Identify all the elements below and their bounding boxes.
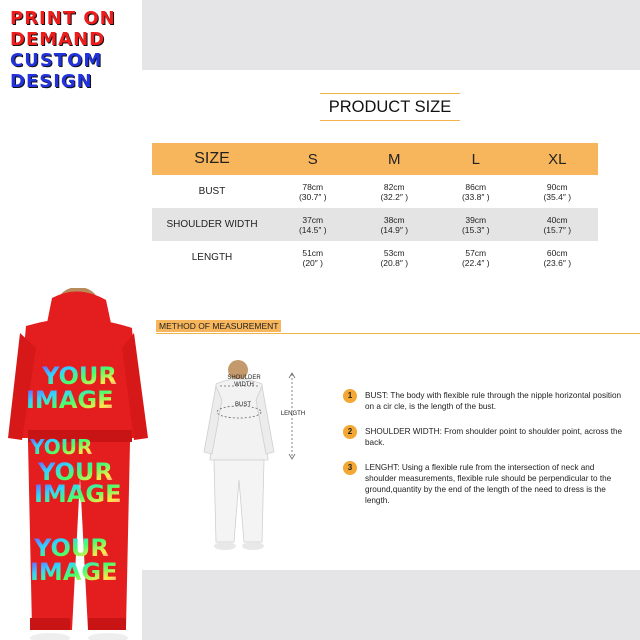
cell-in: (15.7″ ) xyxy=(543,224,572,235)
method-of-measurement-label: METHOD OF MEASUREMENT xyxy=(156,320,281,332)
diagram-label-shoulder-width: SHOULDER WIDTH xyxy=(227,375,261,388)
row-label-bust: BUST xyxy=(198,185,226,197)
number-badge-1: 1 xyxy=(343,389,357,403)
note-shoulder-width xyxy=(343,426,628,448)
hoodie-print-line-4: YOUR xyxy=(38,458,113,486)
product-size-title-text: PRODUCT SIZE xyxy=(328,97,452,116)
cell-cm: 51cm xyxy=(302,247,324,258)
cell-cm: 53cm xyxy=(383,247,405,258)
row-label-shoulder-width: SHOULDER WIDTH xyxy=(152,208,272,241)
cell-cm: 86cm xyxy=(465,181,487,192)
hoodie-print-line-6: YOUR xyxy=(34,534,109,562)
cell-bust-m xyxy=(354,175,436,208)
cell-shoulder-m xyxy=(354,208,436,241)
header-xl: XL xyxy=(517,143,599,175)
table-row-length xyxy=(152,241,598,274)
top-grey-band xyxy=(142,0,640,70)
cell-shoulder-s xyxy=(272,208,354,241)
cell-shoulder-l xyxy=(435,208,517,241)
cell-in: (35.4″ ) xyxy=(543,191,572,202)
header-l: L xyxy=(435,143,517,175)
cell-cm: 82cm xyxy=(383,181,405,192)
print-on-demand-banner xyxy=(10,8,145,92)
banner-line-3: CUSTOM xyxy=(10,50,103,71)
cell-bust-l xyxy=(435,175,517,208)
number-badge-3: 3 xyxy=(343,461,357,475)
number-badge-2: 2 xyxy=(343,425,357,439)
table-row-shoulder-width xyxy=(152,208,598,241)
cell-in: (20″ ) xyxy=(302,257,323,268)
cell-in: (30.7″ ) xyxy=(298,191,327,202)
method-divider xyxy=(156,333,640,334)
note-length xyxy=(343,462,628,506)
note-text: SHOULDER WIDTH: From shoulder point to shoulder point, across the back. xyxy=(365,427,623,447)
diagram-label-length: LENGTH xyxy=(280,411,306,417)
banner-line-2: DEMAND xyxy=(10,29,106,50)
cell-bust-xl xyxy=(517,175,599,208)
hoodie-print-line-7: IMAGE xyxy=(30,558,118,586)
cell-cm: 38cm xyxy=(383,214,405,225)
cell-in: (23.6″ ) xyxy=(543,257,572,268)
measurement-notes xyxy=(343,390,628,520)
cell-cm: 78cm xyxy=(302,181,324,192)
note-bust xyxy=(343,390,628,412)
header-m: M xyxy=(354,143,436,175)
cell-in: (15.3″ ) xyxy=(461,224,490,235)
note-text: BUST: The body with flexible rule through the nipple horizontal position on a cir cle, is the length of the bust. xyxy=(365,391,622,411)
hoodie-print-line-1: YOUR xyxy=(42,362,117,390)
banner-line-1: PRINT ON xyxy=(10,8,116,29)
table-row-bust xyxy=(152,175,598,208)
size-chart-table xyxy=(152,143,598,274)
cell-in: (14.9″ ) xyxy=(380,224,409,235)
banner-line-4: DESIGN xyxy=(10,71,93,92)
model-red-tracksuit-image xyxy=(8,288,150,640)
cell-shoulder-xl xyxy=(517,208,599,241)
cell-cm: 40cm xyxy=(546,214,568,225)
cell-cm: 60cm xyxy=(546,247,568,258)
cell-bust-s xyxy=(272,175,354,208)
cell-cm: 39cm xyxy=(465,214,487,225)
cell-length-m xyxy=(354,241,436,274)
cell-length-s xyxy=(272,241,354,274)
hoodie-print-line-2: IMAGE xyxy=(26,386,114,414)
note-text: LENGHT: Using a flexible rule from the intersection of neck and shoulder measurements, flexible rule should be perpendicular to the ground,quantity by the end of the length of the need to dress is the length. xyxy=(365,463,612,505)
cell-length-xl xyxy=(517,241,599,274)
measurement-diagram-image xyxy=(198,360,313,555)
cell-in: (22.4″ ) xyxy=(461,257,490,268)
cell-in: (14.5″ ) xyxy=(298,224,327,235)
hoodie-print-line-5: IMAGE xyxy=(34,480,122,508)
cell-in: (20.8″ ) xyxy=(380,257,409,268)
diagram-label-bust: BUST xyxy=(234,402,251,408)
cell-in: (32.2″ ) xyxy=(380,191,409,202)
cell-cm: 57cm xyxy=(465,247,487,258)
size-table-header-row xyxy=(152,143,598,175)
cell-cm: 90cm xyxy=(546,181,568,192)
cell-in: (33.8″ ) xyxy=(461,191,490,202)
header-s: S xyxy=(272,143,354,175)
cell-cm: 37cm xyxy=(302,214,324,225)
header-size: SIZE xyxy=(152,143,272,175)
product-size-title xyxy=(320,93,460,121)
cell-length-l xyxy=(435,241,517,274)
hoodie-print-line-3: YOUR xyxy=(30,435,93,459)
bottom-grey-band xyxy=(142,570,640,640)
row-label-length: LENGTH xyxy=(191,251,233,263)
